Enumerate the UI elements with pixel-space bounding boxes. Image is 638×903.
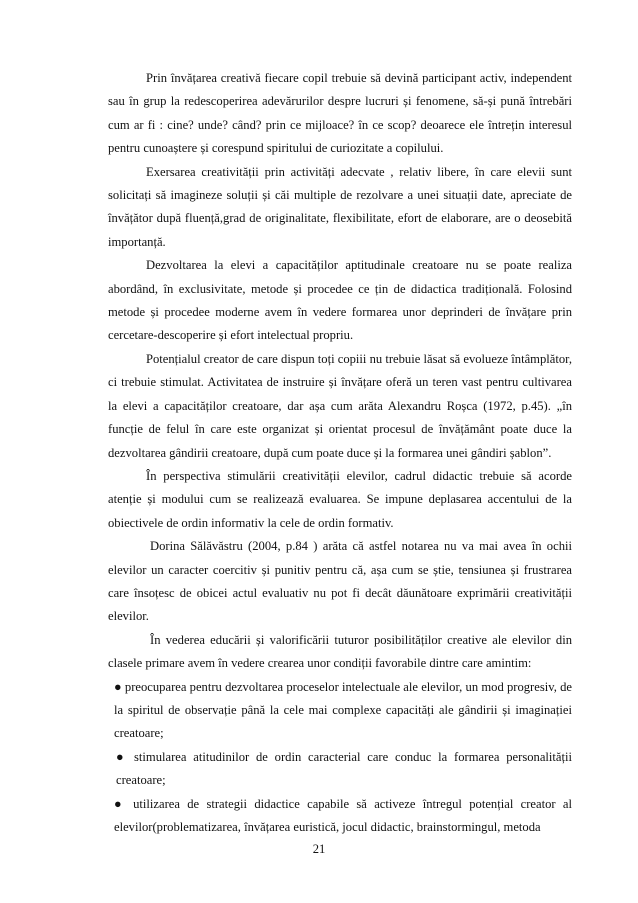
- bullet-item-2: ● stimularea atitudinilor de ordin caracterial care conduc la formarea personalității creatoare;: [116, 749, 572, 788]
- body-text: [108, 67, 572, 839]
- paragraph-2: Exersarea creativității prin activități adecvate , relativ libere, în care elevii sunt solicitați să imagineze soluții și căi multiple de rezolvare a unei situații date, apreciate de învățător după fluență,grad de originalitate, flexibilitate, efort de elaborare, are o deosebită importanță.: [108, 164, 572, 249]
- paragraph-5: În perspectiva stimulării creativității elevilor, cadrul didactic trebuie să acorde atenție și modului cum se realizează evaluarea. Se impune deplasarea accentului de la obiectivele de ordin informativ la cele de ordin formativ.: [108, 468, 572, 530]
- paragraph-7: În vederea educării și valorificării tuturor posibilităților creative ale elevilor din clasele primare avem în vedere crearea unor condiții favorabile dintre care amintim:: [108, 632, 572, 671]
- paragraph-4: Potențialul creator de care dispun toți copiii nu trebuie lăsat să evolueze întâmplător, ci trebuie stimulat. Activitatea de instruire și învățare oferă un teren vast pentru cultivarea la elevi a capacităților creatoare, dar așa cum arăta Alexandru Roșca (1972, p.45). „în funcție de felul în care este organizat și orientat procesul de învățământ poate duce la dezvoltarea gândirii creatoare, după cum poate duce și la formarea unei gândiri șablon”.: [108, 351, 572, 460]
- page-number: 21: [312, 842, 326, 856]
- bullet-item-1: ● preocuparea pentru dezvoltarea proceselor intelectuale ale elevilor, un mod progresiv, de la spiritul de observație până la cele mai complexe capacități ale gândirii și imaginației creatoare;: [114, 679, 572, 741]
- paragraph-3: Dezvoltarea la elevi a capacităților aptitudinale creatoare nu se poate realiza abordând, în exclusivitate, metode și procedee ce țin de didactica tradițională. Folosind metode și procedee moderne avem în vedere formarea unor deprinderi de învățare prin cercetare-descoperire și efort intelectual propriu.: [108, 258, 572, 343]
- bullet-item-3: ● utilizarea de strategii didactice capabile să activeze întregul potențial creator al elevilor(problematizarea, învățarea euristică, jocul didactic, brainstormingul, metoda: [114, 796, 572, 834]
- paragraph-1: Prin învățarea creativă fiecare copil trebuie să devină participant activ, independent sau în grup la redescoperirea adevărurilor despre lucruri și fenomene, să-și pună întrebări cum ar fi : cine? unde? când? prin ce mijloace? în ce scop? deoarece ele întrețin interesul pentru cunoaștere și corespund spiritului de curiozitate a copilului.: [108, 71, 572, 156]
- paragraph-6: Dorina Sălăvăstru (2004, p.84 ) arăta că astfel notarea nu va mai avea în ochii elevilor un caracter coercitiv și punitiv pentru că, așa cum se știe, tensiunea și frustrarea care însoțesc de obicei actul evaluativ nu pot fi decât dăunătoare exprimării creativității elevilor.: [108, 539, 572, 624]
